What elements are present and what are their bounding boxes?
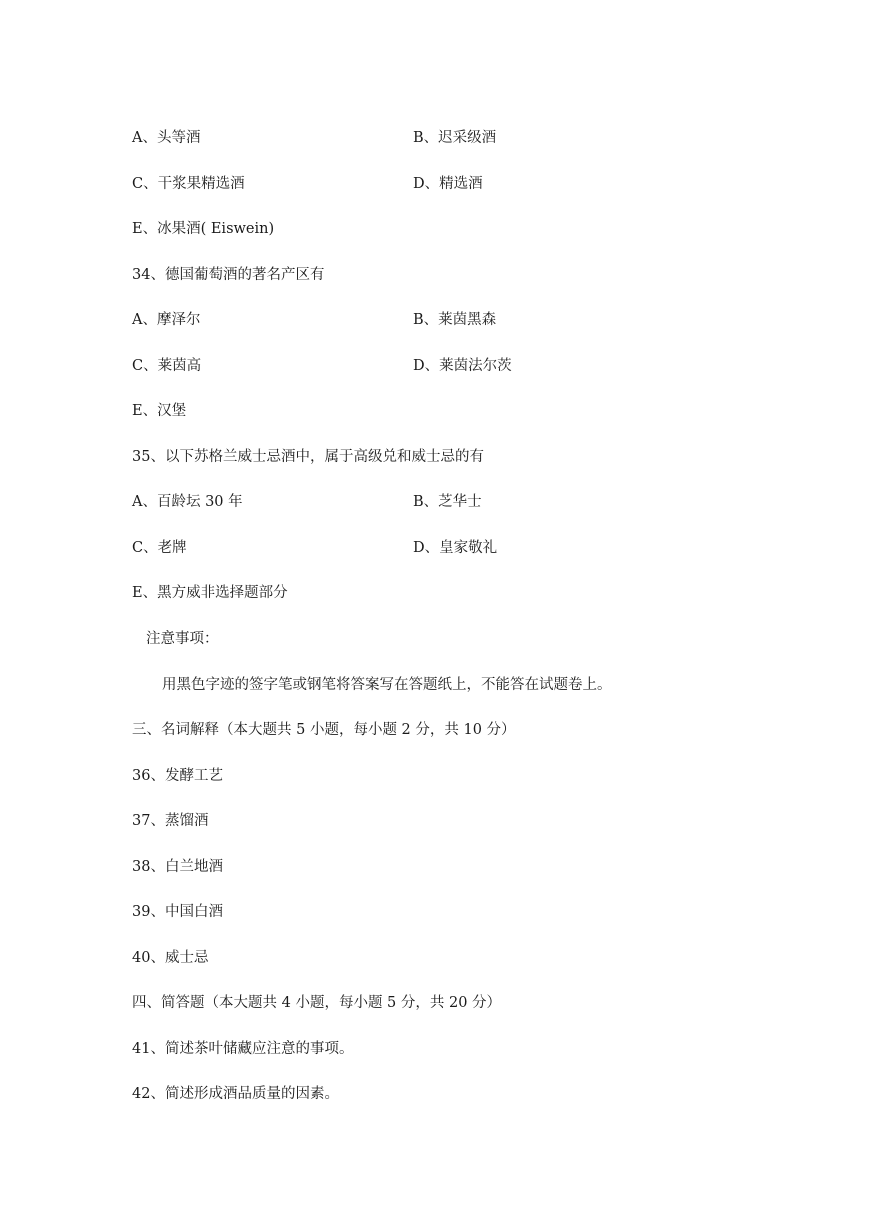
section3-item: 38、白兰地酒 bbox=[132, 859, 223, 875]
notice-text: 用黑色字迹的签字笔或钢笔将答案写在答题纸上，不能答在试题卷上。 bbox=[162, 677, 612, 693]
section3-item: 36、发酵工艺 bbox=[132, 768, 223, 784]
section4-item: 41、简述茶叶储藏应注意的事项。 bbox=[132, 1041, 354, 1057]
q33-option-a: A、头等酒 bbox=[132, 130, 201, 146]
q34-option-c: C、莱茵高 bbox=[132, 358, 202, 374]
q33-option-e: E、冰果酒( Eiswein) bbox=[132, 221, 275, 237]
q34-option-a: A、摩泽尔 bbox=[132, 312, 201, 328]
q33-option-b: B、迟采级酒 bbox=[413, 130, 497, 146]
section4-item: 42、简述形成酒品质量的因素。 bbox=[132, 1086, 339, 1102]
q34-option-d: D、莱茵法尔茨 bbox=[413, 358, 512, 374]
q35-option-c: C、老牌 bbox=[132, 540, 187, 556]
q34-question: 34、德国葡萄酒的著名产区有 bbox=[132, 267, 325, 283]
q35-option-e: E、黑方威非选择题部分 bbox=[132, 585, 288, 601]
q35-question: 35、以下苏格兰威士忌酒中，属于高级兑和威士忌的有 bbox=[132, 449, 484, 465]
section3-item: 40、威士忌 bbox=[132, 950, 209, 966]
section3-item: 39、中国白酒 bbox=[132, 904, 223, 920]
q34-option-b: B、莱茵黑森 bbox=[413, 312, 497, 328]
q33-option-d: D、精选酒 bbox=[413, 176, 483, 192]
q35-option-a: A、百龄坛 30 年 bbox=[132, 494, 243, 510]
q34-option-e: E、汉堡 bbox=[132, 403, 187, 419]
section4-heading: 四、简答题（本大题共 4 小题，每小题 5 分，共 20 分） bbox=[132, 995, 502, 1011]
notice-title: 注意事项： bbox=[146, 631, 219, 647]
section3-heading: 三、名词解释（本大题共 5 小题，每小题 2 分，共 10 分） bbox=[132, 722, 516, 738]
q35-option-b: B、芝华士 bbox=[413, 494, 482, 510]
q33-option-c: C、干浆果精选酒 bbox=[132, 176, 245, 192]
q35-option-d: D、皇家敬礼 bbox=[413, 540, 498, 556]
section3-item: 37、蒸馏酒 bbox=[132, 813, 209, 829]
